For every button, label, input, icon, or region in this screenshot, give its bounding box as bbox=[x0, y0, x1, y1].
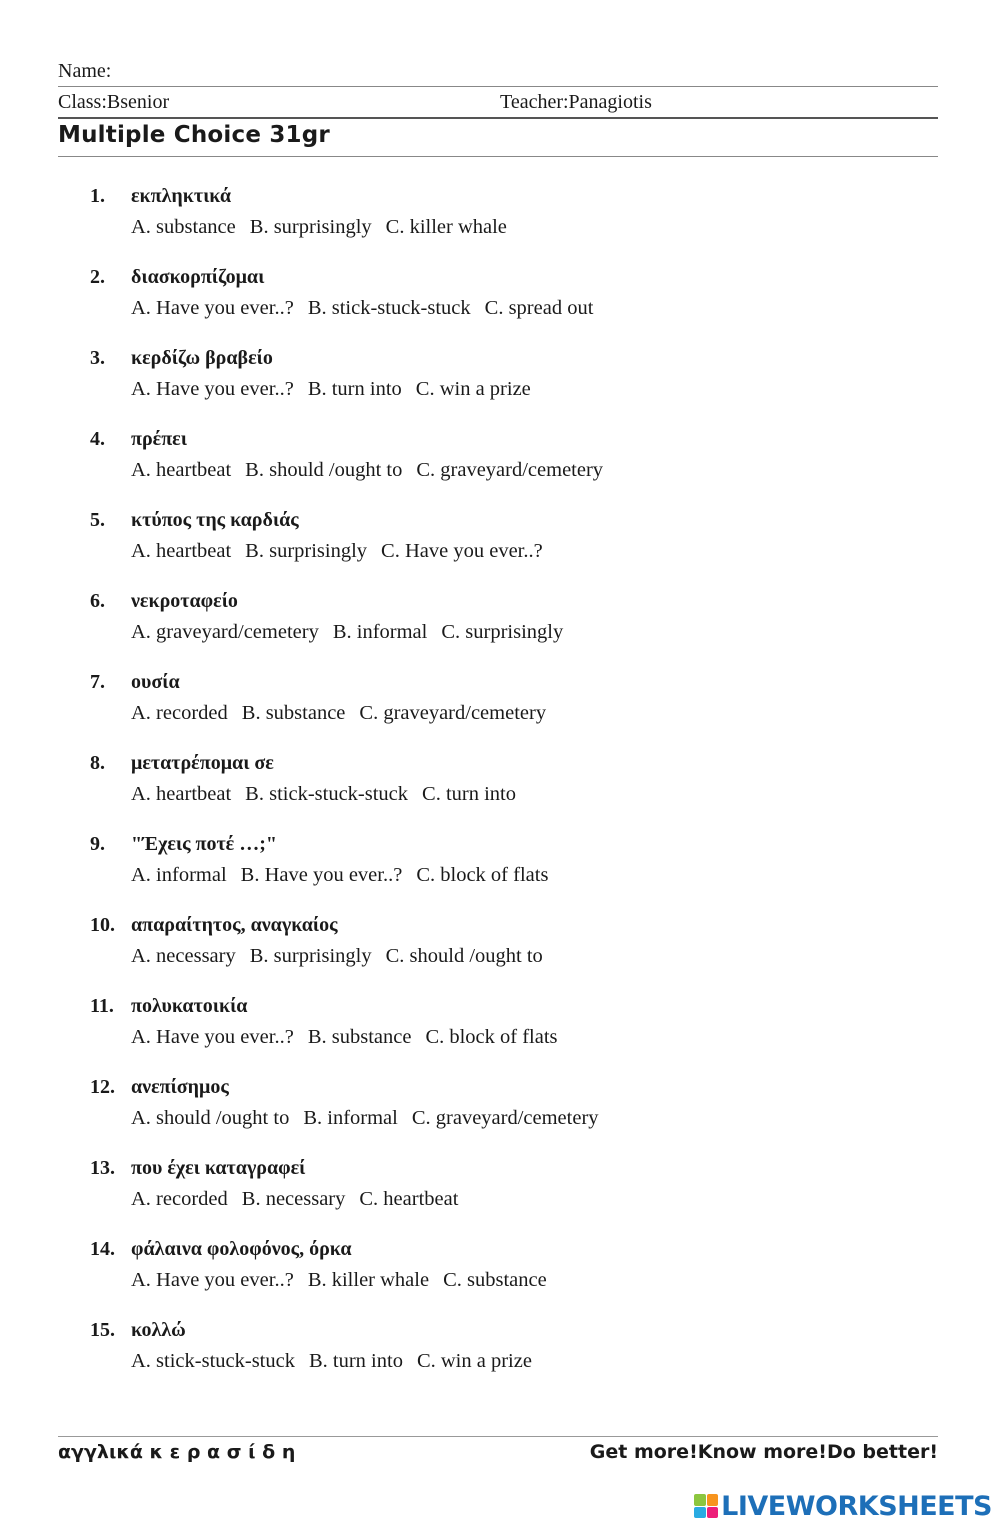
name-label: Name: bbox=[58, 60, 112, 82]
answer-options bbox=[131, 780, 530, 808]
footer-divider bbox=[58, 1436, 938, 1437]
question-item bbox=[0, 506, 1000, 587]
answer-option[interactable]: A. graveyard/cemetery bbox=[131, 621, 319, 643]
answer-option[interactable]: C. block of flats bbox=[425, 1026, 558, 1048]
question-item bbox=[0, 182, 1000, 263]
question-number: 5. bbox=[90, 509, 105, 531]
answer-option[interactable]: C. substance bbox=[443, 1269, 547, 1291]
question-number: 11. bbox=[90, 995, 114, 1017]
answer-option[interactable]: B. turn into bbox=[307, 378, 402, 400]
answer-option[interactable]: C. should /ought to bbox=[385, 945, 543, 967]
answer-option[interactable]: C. win a prize bbox=[416, 1350, 532, 1372]
answer-option[interactable]: A. substance bbox=[131, 216, 236, 238]
answer-option[interactable]: A. informal bbox=[131, 864, 227, 886]
answer-option[interactable]: C. heartbeat bbox=[359, 1188, 459, 1210]
name-line bbox=[58, 58, 938, 87]
question-text: ανεπίσημος bbox=[131, 1076, 229, 1098]
question-text: που έχει καταγραφεί bbox=[131, 1157, 306, 1179]
answer-option[interactable]: A. stick-stuck-stuck bbox=[131, 1350, 295, 1372]
teacher-label: Teacher:Panagiotis bbox=[500, 91, 652, 113]
answer-options bbox=[131, 1185, 472, 1213]
question-text: ουσία bbox=[131, 671, 180, 693]
answer-option[interactable]: B. Have you ever..? bbox=[240, 864, 403, 886]
answer-option[interactable]: C. graveyard/cemetery bbox=[359, 702, 547, 724]
answer-option[interactable]: C. graveyard/cemetery bbox=[411, 1107, 599, 1129]
question-number: 10. bbox=[90, 914, 115, 936]
answer-option[interactable]: C. block of flats bbox=[416, 864, 549, 886]
answer-option[interactable]: B. should /ought to bbox=[245, 459, 403, 481]
answer-option[interactable]: A. heartbeat bbox=[131, 540, 232, 562]
footer-left-text: αγγλικά κ ε ρ α σ ί δ η bbox=[58, 1441, 296, 1463]
answer-option[interactable]: B. informal bbox=[303, 1107, 398, 1129]
answer-option[interactable]: B. substance bbox=[307, 1026, 412, 1048]
liveworksheets-logo-icon bbox=[694, 1494, 718, 1518]
question-number: 4. bbox=[90, 428, 105, 450]
answer-option[interactable]: B. substance bbox=[241, 702, 346, 724]
answer-option[interactable]: A. necessary bbox=[131, 945, 236, 967]
class-label: Class:Bsenior bbox=[58, 91, 170, 113]
answer-option[interactable]: C. killer whale bbox=[385, 216, 507, 238]
question-text: κερδίζω βραβείο bbox=[131, 347, 273, 369]
question-item bbox=[0, 425, 1000, 506]
question-item bbox=[0, 1154, 1000, 1235]
answer-options bbox=[131, 456, 617, 484]
question-number: 8. bbox=[90, 752, 105, 774]
question-item bbox=[0, 344, 1000, 425]
question-number: 12. bbox=[90, 1076, 115, 1098]
question-text: "Έχεις ποτέ …;" bbox=[131, 833, 277, 855]
question-number: 7. bbox=[90, 671, 105, 693]
question-number: 14. bbox=[90, 1238, 115, 1260]
question-text: πρέπει bbox=[131, 428, 187, 450]
answer-option[interactable]: B. necessary bbox=[241, 1188, 346, 1210]
question-number: 13. bbox=[90, 1157, 115, 1179]
question-item bbox=[0, 587, 1000, 668]
question-item bbox=[0, 668, 1000, 749]
question-text: μετατρέπομαι σε bbox=[131, 752, 274, 774]
question-text: κτύπος της καρδιάς bbox=[131, 509, 299, 531]
answer-option[interactable]: A. recorded bbox=[131, 1188, 228, 1210]
answer-option[interactable]: A. recorded bbox=[131, 702, 228, 724]
answer-options bbox=[131, 1347, 546, 1375]
page-title: Multiple Choice 31gr bbox=[58, 122, 938, 157]
answer-option[interactable]: A. Have you ever..? bbox=[131, 297, 294, 319]
answer-option[interactable]: B. informal bbox=[332, 621, 428, 643]
question-text: πολυκατοικία bbox=[131, 995, 248, 1017]
answer-option[interactable]: A. heartbeat bbox=[131, 783, 232, 805]
question-item bbox=[0, 1316, 1000, 1397]
answer-option[interactable]: C. surprisingly bbox=[441, 621, 564, 643]
answer-option[interactable]: B. stick-stuck-stuck bbox=[307, 297, 471, 319]
answer-options bbox=[131, 537, 557, 565]
answer-option[interactable]: C. turn into bbox=[422, 783, 516, 805]
question-text: διασκορπίζομαι bbox=[131, 266, 265, 288]
question-number: 15. bbox=[90, 1319, 115, 1341]
question-item bbox=[0, 1073, 1000, 1154]
answer-option[interactable]: A. heartbeat bbox=[131, 459, 232, 481]
question-item bbox=[0, 749, 1000, 830]
question-text: εκπληκτικά bbox=[131, 185, 231, 207]
answer-option[interactable]: C. graveyard/cemetery bbox=[416, 459, 604, 481]
answer-options bbox=[131, 1266, 561, 1294]
question-text: νεκροταφείο bbox=[131, 590, 238, 612]
answer-options bbox=[131, 213, 521, 241]
answer-option[interactable]: A. Have you ever..? bbox=[131, 1026, 294, 1048]
answer-options bbox=[131, 1023, 572, 1051]
answer-options bbox=[131, 942, 557, 970]
question-item bbox=[0, 830, 1000, 911]
question-list bbox=[0, 182, 1000, 1397]
answer-options bbox=[131, 1104, 613, 1132]
question-text: κολλώ bbox=[131, 1319, 186, 1341]
question-number: 6. bbox=[90, 590, 105, 612]
question-number: 1. bbox=[90, 185, 105, 207]
answer-option[interactable]: B. surprisingly bbox=[245, 540, 368, 562]
answer-options bbox=[131, 294, 607, 322]
question-item bbox=[0, 263, 1000, 344]
question-item bbox=[0, 992, 1000, 1073]
answer-options bbox=[131, 375, 545, 403]
footer-slogan: Get more!Know more!Do better! bbox=[589, 1441, 938, 1463]
class-line bbox=[58, 89, 938, 119]
liveworksheets-brand[interactable] bbox=[694, 1490, 992, 1522]
answer-options bbox=[131, 861, 562, 889]
answer-option[interactable]: B. killer whale bbox=[307, 1269, 430, 1291]
question-number: 2. bbox=[90, 266, 105, 288]
question-item bbox=[0, 1235, 1000, 1316]
answer-option[interactable]: B. surprisingly bbox=[249, 945, 372, 967]
question-text: φάλαινα φολοφόνος, όρκα bbox=[131, 1238, 352, 1260]
answer-option[interactable]: B. stick-stuck-stuck bbox=[245, 783, 409, 805]
answer-option[interactable]: A. Have you ever..? bbox=[131, 1269, 294, 1291]
answer-options bbox=[131, 618, 577, 646]
answer-option[interactable]: A. Have you ever..? bbox=[131, 378, 294, 400]
answer-option[interactable]: C. spread out bbox=[484, 297, 594, 319]
answer-option[interactable]: C. win a prize bbox=[415, 378, 531, 400]
question-item bbox=[0, 911, 1000, 992]
question-number: 3. bbox=[90, 347, 105, 369]
answer-options bbox=[131, 699, 560, 727]
brand-logo-text: LIVEWORKSHEETS bbox=[721, 1490, 992, 1522]
answer-option[interactable]: B. surprisingly bbox=[249, 216, 372, 238]
question-number: 9. bbox=[90, 833, 105, 855]
answer-option[interactable]: C. Have you ever..? bbox=[381, 540, 543, 562]
question-text: απαραίτητος, αναγκαίος bbox=[131, 914, 338, 936]
answer-option[interactable]: A. should /ought to bbox=[131, 1107, 290, 1129]
answer-option[interactable]: B. turn into bbox=[308, 1350, 403, 1372]
